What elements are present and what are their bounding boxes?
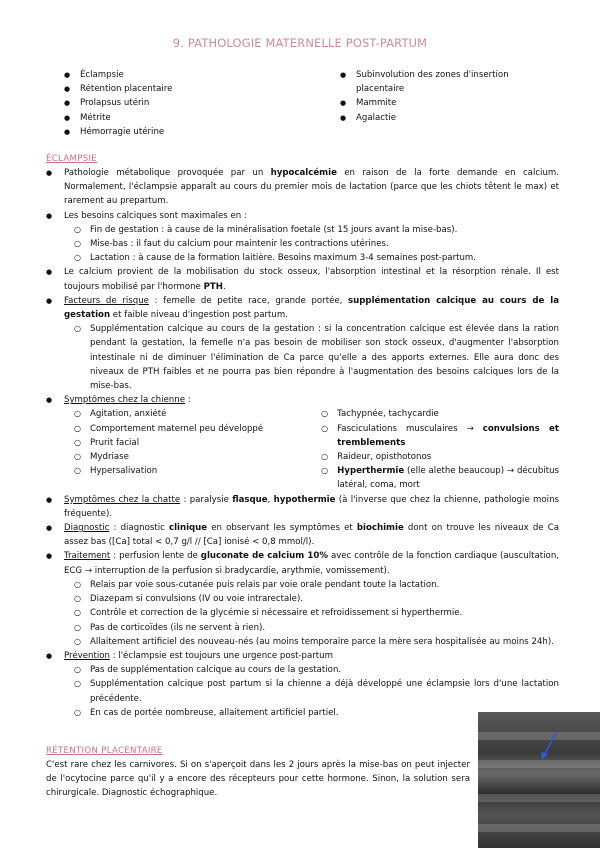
- symptom-item: ○ Agitation, anxiété: [72, 407, 303, 421]
- symptom-item: ○ Hypersalivation: [72, 464, 303, 478]
- ultrasound-image: [478, 712, 600, 848]
- toc-right: [340, 68, 540, 125]
- paragraph-calcium: ● Le calcium provient de la mobilisation du stock osseux, l'absorption intestinal et la résorption rénale. Il est toujours mobilisé par l'hormone PTH.: [46, 265, 559, 293]
- paragraph-prevention: ● Prévention : l'éclampsie est toujours une urgence post-partum ○ Pas de supplémentation calcique au cours de la gestation. ○ Supplémentation calcique post partum si la chienne a déjà développé une éclampsie lors d'une lactation précédente. ○ En cas de portée nombreuse, allaitement artificiel partiel.: [46, 649, 559, 720]
- besoin-item: ○ Mise-bas : il faut du calcium pour maintenir les contractions utérines.: [72, 237, 559, 251]
- toc-item: ● Rétention placentaire: [64, 82, 172, 96]
- toc-item: ● Agalactie: [340, 111, 540, 125]
- toc-left: [64, 68, 172, 139]
- prevention-item: ○ En cas de portée nombreuse, allaitement artificiel partiel.: [72, 706, 559, 720]
- symptom-item: ○ Tachypnée, tachycardie: [319, 407, 559, 421]
- toc-item: ● Mammite: [340, 96, 540, 110]
- toc-item: ● Hémorragie utérine: [64, 125, 172, 139]
- toc-item: ● Prolapsus utérin: [64, 96, 172, 110]
- eclampsie-section: [46, 166, 559, 720]
- facteurs-sub: ○ Supplémentation calcique au cours de la gestation : si la concentration calcique est élevée dans la ration pendant la gestation, la femelle n'a pas besoin de mobiliser son stock osseux, d'augmenter l'absorption intestinale ni de diminuer l'élimination de Ca parce qu'elle a des apports externes. Elle aura donc des niveaux de PTH faibles et ne pourra pas bien répondre à l'augmentation des besoins calciques lors de la mise-bas.: [72, 322, 559, 393]
- toc-item: ● Éclampsie: [64, 68, 172, 82]
- page-title: 9. PATHOLOGIE MATERNELLE POST-PARTUM: [172, 36, 428, 50]
- symptom-item: ○ Raideur, opisthotonos: [319, 450, 559, 464]
- section-heading-retention: RÉTENTION PLACENTAIRE: [46, 746, 163, 756]
- paragraph-traitement: ● Traitement : perfusion lente de gluconate de calcium 10% avec contrôle de la fonction cardiaque (auscultation, ECG → interruption de la perfusion si bradycardie, arythmie, vomissement). ○ Relais par voie sous-cutanée puis relais par voie orale pendant toute la lactation. ○ Diazepam si convulsions (IV ou voie intrarectale). ○ Contrôle et correction de la glycémie si nécessaire et refroidissement si hyperthermie. ○ Pas de corticoïdes (ils ne servent à rien). ○ Allaitement artificiel des nouveau-nés (au moins temporaire parce la mère sera hospitalisée au moins 24h).: [46, 549, 559, 648]
- besoin-item: ○ Fin de gestation : à cause de la minéralisation foetale (st 15 jours avant la mise-bas).: [72, 223, 559, 237]
- symptom-item: ○ Mydriase: [72, 450, 303, 464]
- toc-item: ● Subinvolution des zones d'insertion placentaire: [340, 68, 540, 96]
- paragraph-symptomes-chienne: ● Symptômes chez la chienne : ○ Agitation, anxiété ○ Comportement maternel peu développé ○ Prurit facial ○ Mydriase ○ Hypersalivation ○ Tachypnée, tachycardie ○ Fasciculations musculaires → convulsions et tremblements ○ Raideur, opisthotonos ○ Hyperthermie (elle alethe beaucoup) → décubitus latéral, coma, mort: [46, 393, 559, 492]
- traitement-item: ○ Diazepam si convulsions (IV ou voie intrarectale).: [72, 592, 559, 606]
- paragraph-diagnostic: ● Diagnostic : diagnostic clinique en observant les symptômes et biochimie dont on trouve les niveaux de Ca assez bas ([Ca] total < 0,7 g/l // [Ca] ionisé < 0,8 mmol/l).: [46, 521, 559, 549]
- paragraph-symptomes-chatte: ● Symptômes chez la chatte : paralysie flasque, hypothermie (à l'inverse que chez la chienne, pathologie moins fréquente).: [46, 493, 559, 521]
- besoin-item: ○ Lactation : à cause de la formation laitière. Besoins maximum 3-4 semaines post-partum.: [72, 251, 559, 265]
- symptom-item: ○ Comportement maternel peu développé: [72, 422, 303, 436]
- prevention-item: ○ Supplémentation calcique post partum si la chienne a déjà développé une éclampsie lors d'une lactation précédente.: [72, 677, 559, 705]
- prevention-item: ○ Pas de supplémentation calcique au cours de la gestation.: [72, 663, 559, 677]
- traitement-item: ○ Relais par voie sous-cutanée puis relais par voie orale pendant toute la lactation.: [72, 578, 559, 592]
- traitement-item: ○ Allaitement artificiel des nouveau-nés (au moins temporaire parce la mère sera hospitalisée au moins 24h).: [72, 635, 559, 649]
- traitement-item: ○ Pas de corticoïdes (ils ne servent à rien).: [72, 621, 559, 635]
- paragraph-definition: ● Pathologie métabolique provoquée par un hypocalcémie en raison de la forte demande en calcium. Normalement, l'éclampsie apparaît au cours du premier mois de lactation (parce que les chiots têtent le max) et rarement au prepartum.: [46, 166, 559, 209]
- retention-text: C'est rare chez les carnivores. Si on s'aperçoit dans les 2 jours après la mise-bas on peut injecter de l'ocytocine parce qu'il y a encore des récepteurs pour cette hormone. Sinon, la solution sera chirurgicale. Diagnostic échographique.: [46, 760, 470, 799]
- paragraph-facteurs: ● Facteurs de risque : femelle de petite race, grande portée, supplémentation calcique au cours de la gestation et faible niveau d'ingestion post partum. ○ Supplémentation calcique au cours de la gestation : si la concentration calcique est élevée dans la ration pendant la gestation, la femelle n'a pas besoin de mobiliser son stock osseux, d'augmenter l'absorption intestinale ni de diminuer l'élimination de Ca parce qu'elle a des apports externes. Elle aura donc des niveaux de PTH faibles et ne pourra pas bien répondre à l'augmentation des besoins calciques lors de la mise-bas.: [46, 294, 559, 393]
- arrow-icon: [478, 712, 600, 848]
- traitement-item: ○ Contrôle et correction de la glycémie si nécessaire et refroidissement si hyperthermie.: [72, 606, 559, 620]
- symptom-item: ○ Hyperthermie (elle alethe beaucoup) → décubitus latéral, coma, mort: [319, 464, 559, 492]
- section-heading-eclampsie: ÉCLAMPSIE: [46, 154, 98, 164]
- paragraph-besoins: ● Les besoins calciques sont maximales en : ○ Fin de gestation : à cause de la minéralisation foetale (st 15 jours avant la mise-bas). ○ Mise-bas : il faut du calcium pour maintenir les contractions utérines. ○ Lactation : à cause de la formation laitière. Besoins maximum 3-4 semaines post-partum.: [46, 209, 559, 266]
- symptom-item: ○ Prurit facial: [72, 436, 303, 450]
- symptom-item: ○ Fasciculations musculaires → convulsions et tremblements: [319, 422, 559, 450]
- toc-item: ● Métrite: [64, 111, 172, 125]
